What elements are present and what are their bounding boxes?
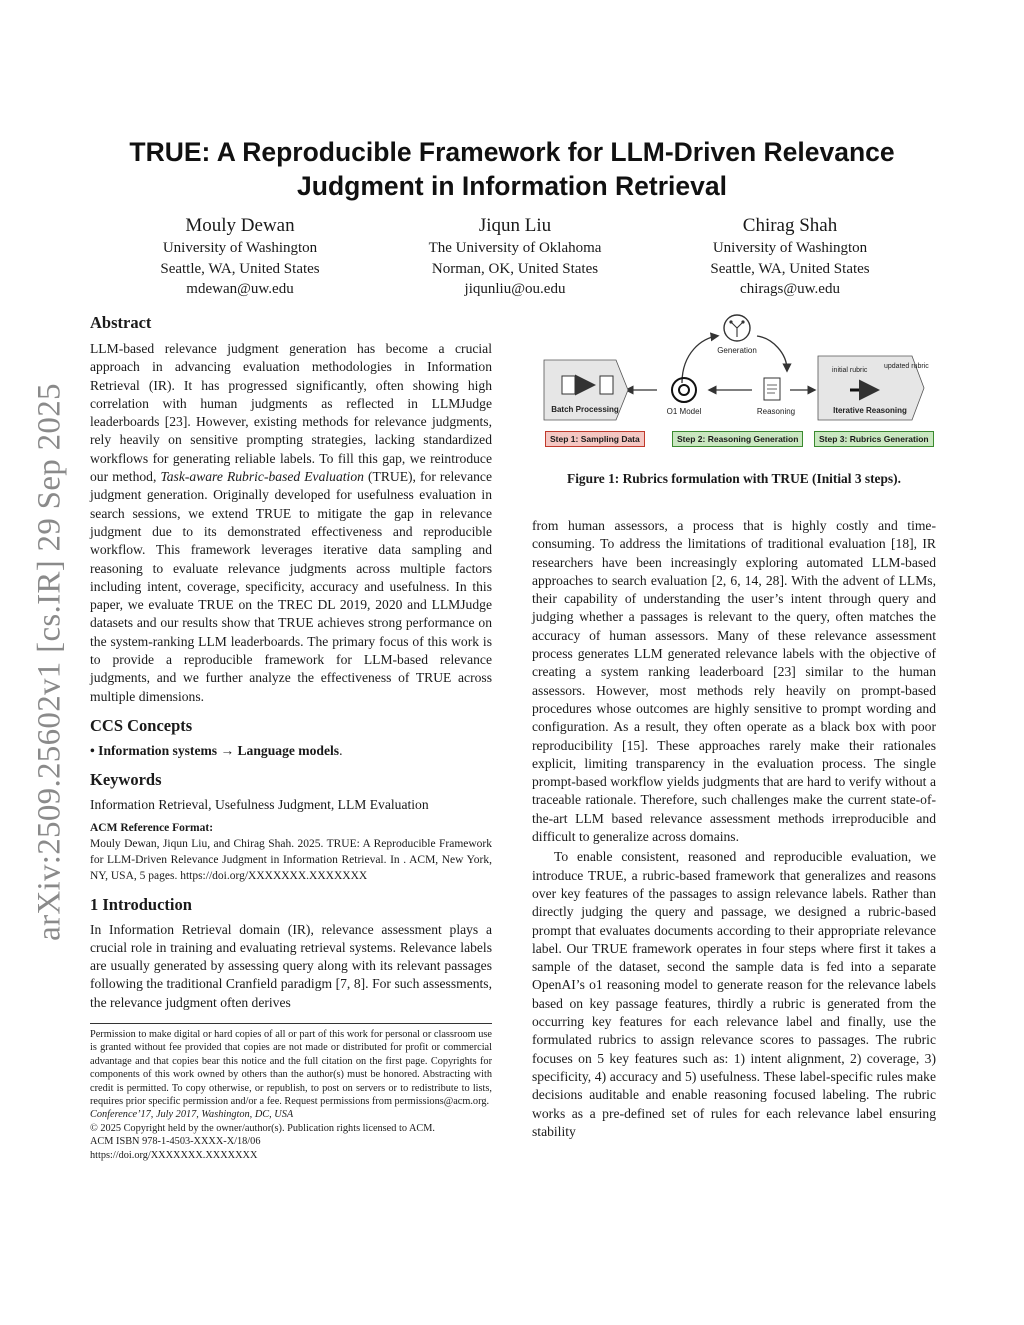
author-affiliation: University of Washington (712, 240, 868, 256)
copyright-text: © 2025 Copyright held by the owner/author(s). Publication rights licensed to ACM. (90, 1122, 436, 1134)
author-block (670, 214, 910, 300)
intro-heading: 1 Introduction (90, 894, 192, 914)
arxiv-identifier: arXiv:2509.25602v1 [cs.IR] 29 Sep 2025 (31, 383, 68, 941)
intro-text: In Information Retrieval domain (IR), relevance assessment plays a crucial role in training and evaluating retrieval systems. Relevance labels are usually generated by assessing query along with its relevant passages following the traditional Cranfield paradigm [7, 8]. For such assessments, the relevance judgment often derives (90, 921, 492, 1010)
brain-icon (724, 315, 750, 341)
ccs-heading: CCS Concepts (90, 715, 193, 735)
author-affiliation: University of Washington (162, 240, 318, 256)
svg-text:updated rubric: updated rubric (884, 363, 929, 370)
figure-caption: Figure 1: Rubrics formulation with TRUE (Initial 3 steps). (567, 471, 901, 486)
keywords-heading: Keywords (90, 770, 162, 790)
ccs-text: • Information systems → Language models. (90, 742, 343, 758)
left-column (90, 312, 492, 1012)
author-location: Seattle, WA, United States (160, 260, 320, 277)
doi-link[interactable]: https://doi.org/XXXXXXX.XXXXXXX (90, 1149, 258, 1161)
intro-paragraph-2: To enable consistent, reasoned and reproducible evaluation, we introduce TRUE, a rubric-based framework that generalizes and reasons over key features of the passages to assign relevance labels. Rather than directly judging the query and passage, we designed a rubric-based prompt that evaluates documents according to their appropriate relevance label. Our TRUE framework operates in four steps where first it takes a sample of the dataset, second the sample data is fed into a separate OpenAI’s o1 reasoning model to generate reason for the relevance labels based on key passage features, thirdly a rubric is generated from the occurring key features for each relevance label and finally, use the formulated rubrics to assign relevance scores to passages. The rubric focuses on 5 key features such as: 1) intent alignment, 2) coverage, 3) specificity, 4) accuracy and 5) usefulness. These label-specific rules make decisions auditable and enable reasoning focused labeling. The rubric works as a pre-defined set of rules for each relevance label ensuring stability (532, 849, 936, 1139)
keywords-text: Information Retrieval, Usefulness Judgment, LLM Evaluation (90, 797, 429, 813)
footnote-divider (90, 1023, 492, 1024)
svg-text:initial rubric: initial rubric (832, 367, 868, 374)
permission-text: Permission to make digital or hard copies of all or part of this work for personal or classroom use is granted without fee provided that copies are not made or distributed for profit or commercial advantage and that copies bear this notice and the full citation on the first page. Copyrights for components of this work owned by others than the author(s) must be honored. Abstracting with credit is permitted. To copy otherwise, or republish, to post on servers or to redistribute to lists, requires prior specific permission and/or a fee. Request permissions from permissions@acm.org. (90, 1029, 492, 1108)
abstract-heading: Abstract (90, 313, 152, 332)
batch-processing-box (544, 360, 628, 420)
author-email[interactable]: mdewan@uw.edu (186, 281, 294, 297)
author-affiliation: The University of Oklahoma (428, 240, 602, 256)
openai-icon (672, 378, 696, 402)
paper-title: TRUE: A Reproducible Framework for LLM-Driven Relevance Judgment in Information Retrieval (129, 137, 895, 201)
conference-info: Conference’17, July 2017, Washington, DC, USA (90, 1109, 294, 1121)
reasoning-label: Reasoning (756, 407, 796, 416)
author-block (395, 214, 635, 300)
abstract-text: LLM-based relevance judgment generation has become a crucial approach in advancing evaluation methodologies in Information Retrieval (IR). It has progressed significantly, often showing high correlation with human judgments as reflected in LLMJudge leaderboards [23]. However, existing methods for relevance judgments, rely heavily on sensitive prompting strategies, lacking standardized workflows for generating reliable labels. To fill this gap, we reintroduce our method, Task-aware Rubric-based Evaluation (TRUE), for relevance judgment generation. Originally developed for usefulness evaluation in search sessions, we extend TRUE to mitigate the gap in relevance judgment due to its demonstrated effectiveness and reproducible workflow. This framework leverages iterative data sampling and reasoning to evaluate relevance judgments across multiple factors including intent, coverage, specificity, accuracy and usefulness. In this paper, we evaluate TRUE on the TREC DL 2019, 2020 and LLMJudge datasets and our results show that TRUE achieves strong performance on the system-ranking LLM leaderboards. The primary focus of this work is to provide a reproducible framework for LLM-based relevance judgments, and we further analyze the effectiveness of TRUE across multiple dimensions. (90, 341, 492, 704)
author-location: Norman, OK, United States (431, 260, 599, 277)
acm-ref-text: Mouly Dewan, Jiqun Liu, and Chirag Shah. 2025. TRUE: A Reproducible Framework for LLM-Driven Relevance Judgment in Information Retrieval. In . ACM, New York, NY, USA, 5 pages. https://doi.org/XXXXXXX.XXXXXXX (90, 837, 492, 882)
author-email[interactable]: chirags@uw.edu (740, 281, 840, 297)
author-email[interactable]: jiqunliu@ou.edu (464, 281, 566, 297)
step2-label: Step 2: Reasoning Generation (672, 431, 803, 447)
author-name: Chirag Shah (742, 215, 838, 236)
author-block (120, 214, 360, 300)
right-column (532, 517, 936, 1141)
isbn-text: ACM ISBN 978-1-4503-XXXX-X/18/06 (90, 1136, 261, 1148)
footnote (90, 1028, 492, 1162)
o1-model-label: O1 Model (666, 407, 702, 416)
document-icon (764, 378, 780, 400)
author-name: Mouly Dewan (185, 215, 295, 236)
svg-text:Batch Processing: Batch Processing (551, 405, 619, 414)
abstract-emphasis: Task-aware Rubric-based Evaluation (160, 469, 364, 485)
author-name: Jiqun Liu (478, 215, 552, 236)
svg-text:Iterative Reasoning: Iterative Reasoning (833, 406, 907, 415)
generation-label: Generation (717, 346, 757, 355)
step1-label: Step 1: Sampling Data (545, 431, 645, 447)
acm-ref-heading: ACM Reference Format: (90, 821, 214, 834)
iterative-reasoning-box (818, 356, 929, 420)
step3-label: Step 3: Rubrics Generation (814, 431, 934, 447)
intro-continued-text: from human assessors, a process that is highly costly and time-consuming. To address the limitations of traditional evaluation [18], IR researchers have been increasingly exploring automated LLM-based approaches to search evaluation [2, 6, 14, 28]. With the advent of LLMs, their capability of understanding the user’s intent through query and judging whether a passages is relevant to the query, often matches the accuracy of human assessors. Many of these relevance assessment process generates LLM generated relevance labels with the objective of creating a system ranking leaderboard [23] similar to the human assessors. However, most methods rely heavily on prompt-based procedures whose outcomes are highly sensitive to prompt wording and configuration. As a result, they often operate as a black box with poor reproducibility [15]. These approaches rarely make their rationales explicit, limiting transparency in the evaluation process. The single prompt-based workflow yields judgments that are hard to verify without a traceable rationale. Therefore, such challenges make the current state-of-the-art LLM based relevance assessment methods irreproducible and difficult to generalize across domains. (532, 518, 936, 845)
author-location: Seattle, WA, United States (710, 260, 870, 277)
